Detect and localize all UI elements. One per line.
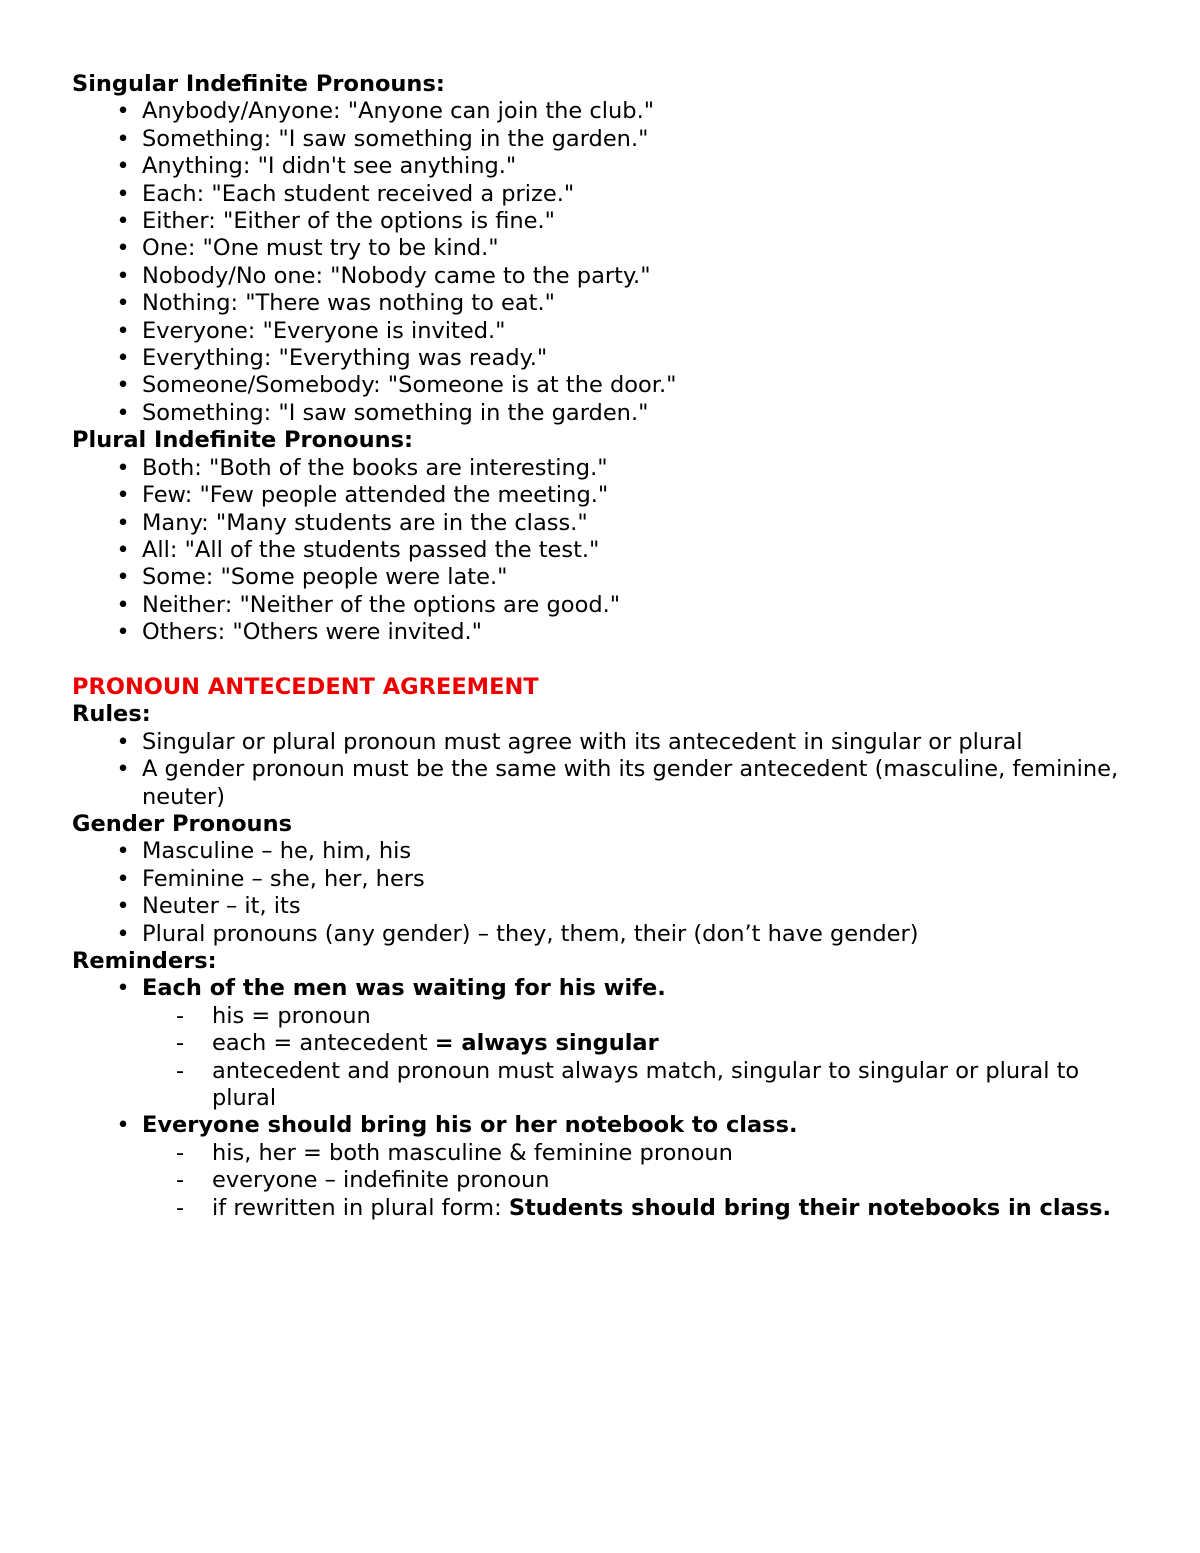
list-item: • Something: "I saw something in the garden.": [116, 399, 649, 426]
spacer: [72, 647, 1132, 674]
gender-list: [72, 838, 1132, 948]
list-item: • Either: "Either of the options is fine.": [116, 208, 555, 235]
singular-list: [72, 98, 1132, 427]
document-body: [72, 71, 1132, 1222]
rules-list: [72, 729, 1132, 811]
list-item: • Someone/Somebody: "Someone is at the door.": [116, 372, 677, 399]
reminder-sentence: Everyone should bring his or her notebook to class.: [142, 1112, 798, 1139]
list-item: • Nothing: "There was nothing to eat.": [116, 290, 555, 317]
list-item: • Everyone: "Everyone is invited.": [116, 317, 506, 344]
list-item: • Anybody/Anyone: "Anyone can join the club.": [116, 98, 655, 125]
list-item: • Singular or plural pronoun must agree with its antecedent in singular or plural: [116, 728, 1023, 755]
bullet-icon: •: [116, 262, 130, 289]
list-item: • Each: "Each student received a prize.": [116, 180, 575, 207]
list-item: • Many: "Many students are in the class.": [116, 509, 588, 536]
list-item: [72, 1112, 1132, 1222]
bullet-icon: •: [116, 920, 130, 947]
bullet-icon: •: [116, 591, 130, 618]
bullet-icon: •: [116, 564, 130, 591]
bullet-icon: •: [116, 125, 130, 152]
reminder-sentence: Each of the men was waiting for his wife.: [142, 975, 666, 1002]
bullet-icon: •: [116, 482, 130, 509]
reminders-list: [72, 975, 1132, 1222]
list-item: • One: "One must try to be kind.": [116, 235, 499, 262]
bullet-icon: •: [116, 153, 130, 180]
bullet-icon: •: [116, 235, 130, 262]
bullet-icon: •: [116, 1112, 130, 1139]
bullet-icon: •: [116, 893, 130, 920]
list-item: - if rewritten in plural form: Students should bring their notebooks in class.: [176, 1194, 1112, 1221]
bullet-icon: •: [116, 399, 130, 426]
dash-icon: -: [176, 1167, 185, 1194]
list-item: • Masculine – he, him, his: [116, 838, 412, 865]
list-item: • Plural pronouns (any gender) – they, them, their (don’t have gender): [116, 920, 919, 947]
bullet-icon: •: [116, 619, 130, 646]
dash-icon: -: [176, 1139, 185, 1166]
list-item: • Some: "Some people were late.": [116, 564, 508, 591]
bullet-icon: •: [116, 317, 130, 344]
bullet-icon: •: [116, 290, 130, 317]
bullet-icon: •: [116, 536, 130, 563]
list-item: • Few: "Few people attended the meeting.": [116, 482, 609, 509]
list-item: • Something: "I saw something in the garden.": [116, 125, 649, 152]
bullet-icon: •: [116, 180, 130, 207]
bullet-icon: •: [116, 728, 130, 755]
list-item: • Neuter – it, its: [116, 893, 301, 920]
bullet-icon: •: [116, 756, 130, 783]
bullet-icon: •: [116, 208, 130, 235]
bullet-icon: •: [116, 509, 130, 536]
list-item: • Anything: "I didn't see anything.": [116, 153, 517, 180]
dash-icon: -: [176, 1194, 185, 1221]
list-item: • Neither: "Neither of the options are good.": [116, 591, 621, 618]
dash-icon: -: [176, 1030, 185, 1057]
reminders-heading: Reminders:: [72, 947, 217, 974]
reminder-notes: [142, 1003, 1132, 1113]
list-item: • Nobody/No one: "Nobody came to the party.": [116, 262, 651, 289]
plural-list: [72, 455, 1132, 647]
list-item: • A gender pronoun must be the same with its gender antecedent (masculine, feminine, neuter): [116, 756, 1119, 810]
list-item: • Both: "Both of the books are interesting.": [116, 454, 608, 481]
list-item: - each = antecedent = always singular: [176, 1030, 659, 1057]
section-title: PRONOUN ANTECEDENT AGREEMENT: [72, 673, 539, 700]
bullet-icon: •: [116, 345, 130, 372]
dash-icon: -: [176, 1002, 185, 1029]
bullet-icon: •: [116, 865, 130, 892]
list-item: - everyone – indefinite pronoun: [176, 1167, 550, 1194]
bullet-icon: •: [116, 838, 130, 865]
list-item: - his, her = both masculine & feminine pronoun: [176, 1139, 733, 1166]
bullet-icon: •: [116, 372, 130, 399]
rules-heading: Rules:: [72, 701, 151, 728]
list-item: • All: "All of the students passed the test.": [116, 536, 600, 563]
list-item: - his = pronoun: [176, 1002, 371, 1029]
bullet-icon: •: [116, 975, 130, 1002]
list-item: • Everything: "Everything was ready.": [116, 345, 548, 372]
list-item: • Feminine – she, her, hers: [116, 865, 425, 892]
gender-heading: Gender Pronouns: [72, 810, 292, 837]
list-item: [72, 975, 1132, 1112]
list-item: - antecedent and pronoun must always match, singular to singular or plural to plural: [176, 1057, 1080, 1112]
dash-icon: -: [176, 1057, 185, 1084]
bullet-icon: •: [116, 98, 130, 125]
plural-heading: Plural Indefinite Pronouns:: [72, 427, 414, 454]
list-item: • Others: "Others were invited.": [116, 619, 482, 646]
reminder-notes: [142, 1140, 1132, 1222]
bullet-icon: •: [116, 454, 130, 481]
singular-heading: Singular Indefinite Pronouns:: [72, 71, 445, 97]
